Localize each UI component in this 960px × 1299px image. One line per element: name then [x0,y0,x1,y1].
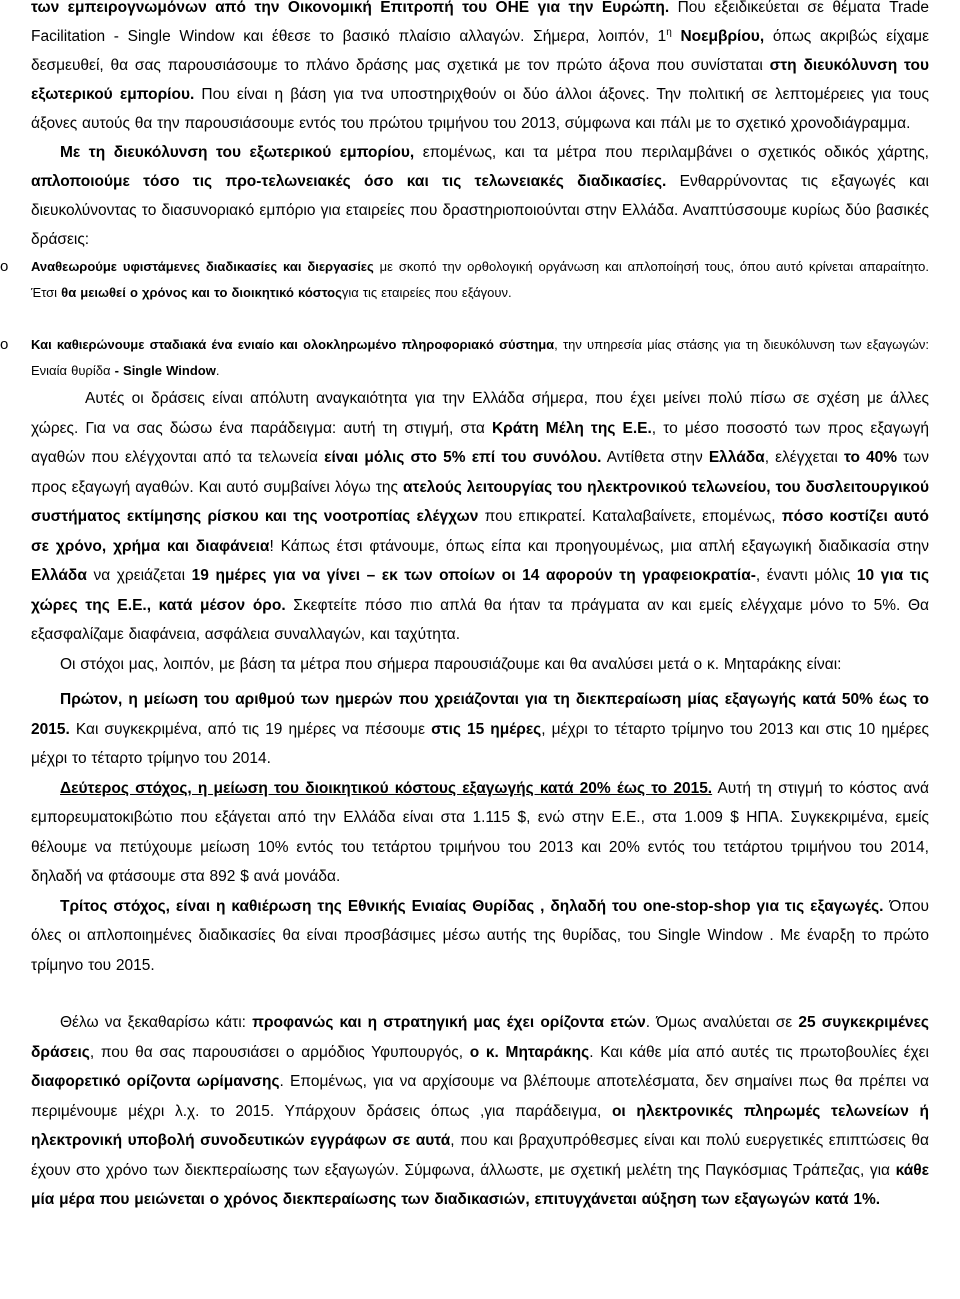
maturity-bold-text: διαφορετικό ορίζοντα ωρίμανσης [31,1073,280,1090]
facilitation-text-2: Ενθαρρύνοντας τις εξαγωγές και διευκολύνοντας το διασυνοριακό εμπόριο για εταιρείες που δραστηριοποιούνται στην Ελλάδα. Αναπτύσσουμε κυρίως δύο βασικές δράσεις: [31,173,929,248]
intro-text: Που εξειδικεύεται σε θέματα Trade Facilitation - Single Window και έθεσε το βασικό πλαίσιο αλλαγών. Σήμερα, λοιπόν, 1 [31,0,929,45]
axis-bold-text: στη διευκόλυνση του εξωτερικού εμπορίου. [31,57,929,103]
necessity-text-2: , το μέσο ποσοστό των προς εξαγωγή αγαθών που ελέγχονται από τα τελωνεία [31,419,929,466]
spacer [31,306,960,332]
eu-states-bold-text: Κράτη Μέλη της Ε.Ε. [491,419,652,437]
necessity-text-3: Αντίθετα στην [601,449,709,466]
customs-failure-bold-text: ατελούς λειτουργίας του ηλεκτρονικού τελωνείου, του δυσλειτουργικού συστήματος εκτίμησης ρίσκου και της νοοτροπίας ελέγχων [31,478,929,525]
spacer [31,980,960,1008]
bullet-item-review [0,254,929,306]
paragraph-strategy [31,1008,929,1215]
actions-bold-text: 25 συγκεκριμένες δράσεις [31,1014,929,1061]
e-payments-bold-text: οι ηλεκτρονικές πληρωμές τελωνείων ή ηλεκτρονική υποβολή συνοδευτικών εγγράφων σε αυτά [31,1102,929,1149]
five-percent-bold-text: είναι μόλις στο 5% επί του συνόλου. [324,449,602,466]
time-cost-bold-text: θα μειωθεί ο χρόνος και το διοικητικό κόστος [61,285,342,300]
necessity-text: Αυτές οι δράσεις είναι απόλυτη αναγκαιότητα για την Ελλάδα σήμερα, που έχει μείνει πολύ πίσω σε σχέση με άλλες χώρες. Για να σας δώσω ένα παράδειγμα: αυτή τη στιγμή, στα [31,390,929,437]
necessity-text-4: , ελέγχεται [764,449,844,466]
review-text: με σκοπό την ορθολογική οργάνωση και απλοποίησή τους, όπου αυτό κρίνεται απαραίτητο. Έτσι [31,259,929,300]
strategy-text-5: . Επομένως, για να αρχίσουμε να βλέπουμε αποτελέσματα, δεν σημαίνει πως θα πρέπει να περιμένουμε μέχρι λ.χ. το 2015. Υπάρχουν δράσεις όπως ,για παράδειγμα, [31,1073,930,1120]
forty-percent-bold-text: το 40% [843,449,898,466]
necessity-text-7: ! Κάπως έτσι φτάνουμε, όπως είπα και προηγουμένως, μια απλή εξαγωγική διαδικασία στην [269,537,929,555]
necessity-text-10: Σκεφτείτε πόσο πιο απλά θα ήταν τα πράγματα αν και εμείς ελέγχαμε μόνο το 5%. Θα εξασφαλίζαμε διαφάνεια, ασφάλεια συναλλαγών, και ταχύτητα. [31,596,929,643]
bullet-circle-icon: o [0,258,9,275]
paragraph-goals-intro: Οι στόχοι μας, λοιπόν, με βάση τα μέτρα που σήμερα παρουσιάζουμε και θα αναλύσει μετά ο κ. Μηταράκης είναι: [60,655,842,673]
goal-2-bold-text: Δεύτερος στόχος, η μείωση του διοικητικού κόστους εξαγωγής κατά 20% έως το 2015. [60,779,713,797]
one-percent-bold-text: κάθε μία μέρα που μειώνεται ο χρόνος διεκπεραίωσης των διαδικασιών, επιτυγχάνεται αύξηση των εξαγωγών κατά 1%. [31,1161,929,1208]
paragraph-facilitation [31,138,929,254]
necessity-text-6: που επικρατεί. Καταλαβαίνετε, επομένως, [478,508,782,525]
bullet-circle-icon: o [0,336,9,353]
strategy-text-4: . Και κάθε μία από αυτές τις πρωτοβουλίες έχει [589,1043,929,1061]
ten-days-bold-text: 10 για τις χώρες της Ε.Ε., κατά μέσον όρο. [31,567,929,614]
necessity-text-5: των προς εξαγωγή αγαθών. Και αυτό συμβαίνει λόγω της [31,449,929,496]
horizon-bold-text: προφανώς και η στρατηγική μας έχει ορίζοντα ετών [252,1014,646,1031]
review-bold-text: Αναθεωρούμε υφιστάμενες διαδικασίες και διεργασίες [31,259,374,274]
strategy-text: Θέλω να ξεκαθαρίσω κάτι: [60,1014,253,1031]
intro-bold-text: των εμπειρογνωμόνων από την Οικονομική Επιτροπή του ΟΗΕ για την Ευρώπη. [31,0,670,16]
paragraph-goal-2 [31,774,929,892]
goal-3-text: Όπου όλες οι απλοποιημένες διαδικασίες θα είναι προσβάσιμες μέσω αυτής της θυρίδας, του Single Window . Με έναρξη το πρώτο τρίμηνο του 2015. [31,897,929,974]
intro-text-2: όπως ακριβώς είχαμε δεσμευθεί, θα σας παρουσιάσουμε το πλάνο δράσης μας σχετικά με τον πρώτο άξονα που συνίσταται [31,28,929,74]
system-text: , την υπηρεσία μίας στάσης για τη διευκόλυνση των εξαγωγών: Ενιαία θυρίδα [31,337,929,378]
goal-1-bold-text: Πρώτον, η μείωση του αριθμού των ημερών που χρειάζονται για τη διεκπεραίωση μίας εξαγωγής κατά 50% έως το 2015. [31,691,929,738]
mitarakis-bold-text: ο κ. Μηταράκης [469,1043,590,1061]
system-text-2: . [215,363,220,378]
system-bold-text: Και καθιερώνουμε σταδιακά ένα ενιαίο και ολοκληρωμένο πληροφοριακό σύστημα [31,337,555,352]
goal-1-text: Και συγκεκριμένα, από τις 19 ημέρες να πέσουμε [69,720,432,738]
paragraph-goal-1 [31,685,929,774]
fifteen-days-bold-text: στις 15 ημέρες [431,720,542,738]
greece-bold-text-2: Ελλάδα [31,567,87,584]
paragraph-goal-3 [31,892,929,981]
paragraph-intro [31,0,929,138]
facilitation-bold-text: Με τη διευκόλυνση του εξωτερικού εμπορίου, [60,144,415,161]
facilitation-text: επομένως, και τα μέτρα που περιλαμβάνει ο σχετικός οδικός χάρτης, [414,144,929,161]
simplify-bold-text: απλοποιούμε τόσο τις προ-τελωνειακές όσο και τις τελωνειακές διαδικασίες. [31,173,667,190]
review-text-2: για τις εταιρείες που εξάγουν. [341,285,512,300]
necessity-text-9: , έναντι μόλις [755,567,857,584]
goal-3-bold-text: Τρίτος στόχος, είναι η καθιέρωση της Εθνικής Ενιαίας Θυρίδας , δηλαδή του one-stop-shop για τις εξαγωγές. [60,897,884,915]
bullet-item-system [0,332,929,384]
strategy-text-6: , που και βραχυπρόθεσμες είναι και πολύ ευεργετικές επιπτώσεις θα έχουν στο χρόνο των διεκπεραίωσης των εξαγωγών. Σύμφωνα, άλλωστε, με σχετική μελέτη της Παγκόσμιας Τράπεζας, για [31,1132,929,1179]
goal-2-text: Αυτή τη στιγμή το κόστος ανά εμπορευματοκιβώτιο που εξάγεται από την Ελλάδα είναι στα 1.115 $, ενώ στην Ε.Ε., στα 1.009 $ ΗΠΑ. Συγκεκριμένα, εμείς θέλουμε να πετύχουμε μείωση 10% εντός του τετάρτου τριμήνου του 2013 και 20% εντός του τετάρτου τριμήνου του 2014, δηλαδή να φτάσουμε στα 892 $ ανά μονάδα. [31,779,929,885]
goal-1-text-2: , μέχρι το τέταρτο τρίμηνο του 2013 και στις 10 ημέρες μέχρι το τέταρτο τρίμηνο του 2014. [31,720,929,767]
date-bold-text: Νοεμβρίου, [671,28,765,45]
necessity-text-8: να χρειάζεται [86,567,192,584]
paragraph-necessity [31,384,929,650]
cost-bold-text: πόσο κοστίζει αυτό σε χρόνο, χρήμα και διαφάνεια [31,508,929,555]
greece-bold-text: Ελλάδα [708,449,765,466]
single-window-bold-text: - Single Window [114,363,216,378]
strategy-text-3: , που θα σας παρουσιάσει ο αρμόδιος Υφυπουργός, [89,1043,470,1061]
intro-text-3: Που είναι η βάση για τνα υποστηριχθούν οι δύο άλλοι άξονες. Την πολιτική σε λεπτομέρειες για τους άξονες αυτούς θα την παρουσιάσουμε εντός του πρώτου τριμήνου του 2013, σύμφωνα και πάλι με το σχετικό χρονοδιάγραμμα. [31,86,929,132]
nineteen-days-bold-text: 19 ημέρες για να γίνει – εκ των οποίων οι 14 αφορούν τη γραφειοκρατία- [191,567,756,584]
date-superscript: η [666,26,672,38]
strategy-text-2: . Όμως αναλύεται σε [645,1014,799,1031]
